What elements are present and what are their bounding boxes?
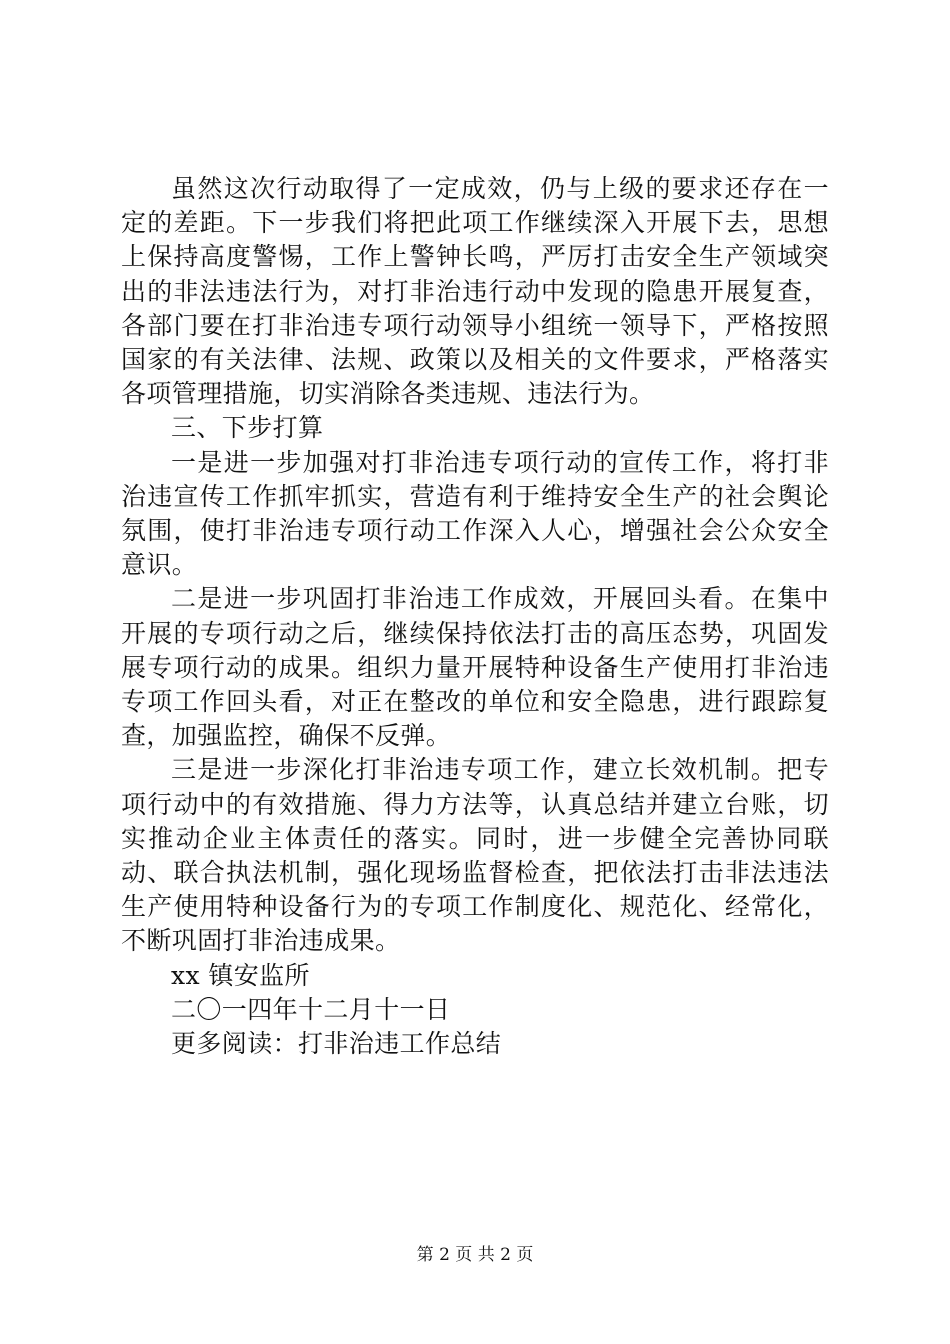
page-number-label: 第 2 页 共 2 页: [416, 1245, 534, 1265]
section-heading-next-steps: 三、下步打算: [171, 413, 324, 443]
signature-organization: xx 镇安监所: [171, 960, 310, 990]
signature-date: 二〇一四年十二月十一日: [171, 994, 451, 1024]
page-footer: [0, 1244, 950, 1266]
paragraph-plan-three: 三是进一步深化打非治违专项工作，建立长效机制。把专项行动中的有效措施、得力方法等，认真总结并建立台账，切实推动企业主体责任的落实。同时，进一步健全完善协同联动、联合执法机制，强化现场监督检查，把依法打击非法违法生产使用特种设备行为的专项工作制度化、规范化、经常化，不断巩固打非治违成果。: [121, 755, 829, 956]
paragraph-summary: 虽然这次行动取得了一定成效，仍与上级的要求还存在一定的差距。下一步我们将把此项工作继续深入开展下去，思想上保持高度警惕，工作上警钟长鸣，严厉打击安全生产领域突出的非法违法行为，对打非治违行动中发现的隐患开展复查，各部门要在打非治违专项行动领导小组统一领导下，严格按照国家的有关法律、法规、政策以及相关的文件要求，严格落实各项管理措施，切实消除各类违规、违法行为。: [121, 174, 829, 409]
document-body: [121, 172, 829, 1061]
paragraph-plan-one: 一是进一步加强对打非治违专项行动的宣传工作，将打非治违宣传工作抓牢抓实，营造有利于维持安全生产的社会舆论氛围，使打非治违专项行动工作深入人心，增强社会公众安全意识。: [121, 447, 829, 580]
more-reading-link[interactable]: 更多阅读：打非治违工作总结: [171, 1029, 502, 1059]
paragraph-plan-two: 二是进一步巩固打非治违工作成效，开展回头看。在集中开展的专项行动之后，继续保持依法打击的高压态势，巩固发展专项行动的成果。组织力量开展特种设备生产使用打非治违专项工作回头看，对正在整改的单位和安全隐患，进行跟踪复查，加强监控，确保不反弹。: [121, 584, 829, 751]
